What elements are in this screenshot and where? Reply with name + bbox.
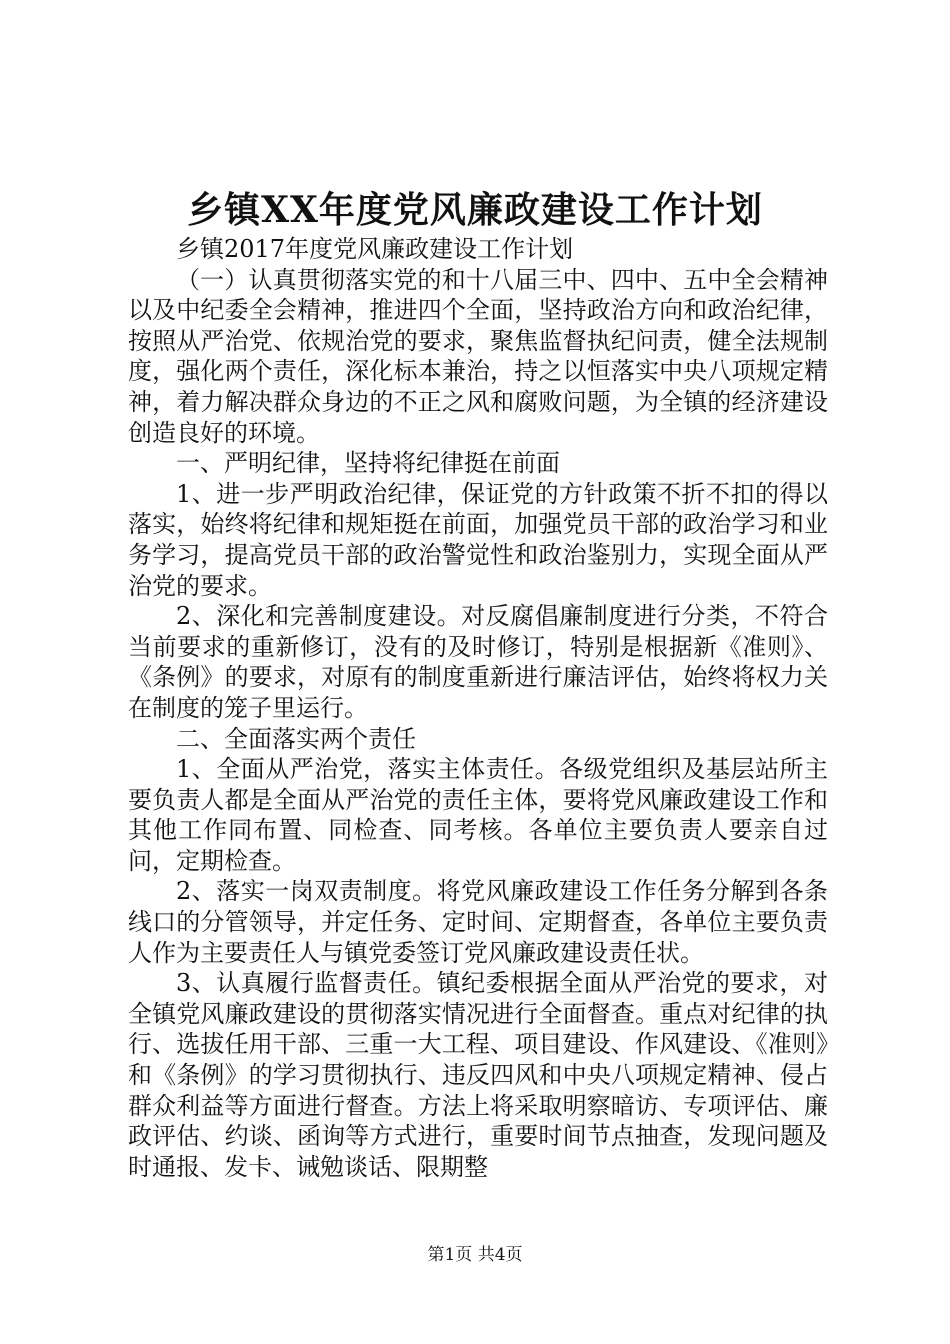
section-heading-2: 二、全面落实两个责任 — [176, 724, 416, 753]
paragraph-2-1: 1、全面从严治党，落实主体责任。各级党组织及基层站所主要负责人都是全面从严治党的责任主体，要将党风廉政建设工作和其他工作同布置、同检查、同考核。各单位主要负责人要亲自过问，定期检查。 — [128, 755, 828, 875]
paragraph-2-3: 3、认真履行监督责任。镇纪委根据全面从严治党的要求，对全镇党风廉政建设的贯彻落实情况进行全面督查。重点对纪律的执行、选拔任用干部、三重一大工程、项目建设、作风建设、《准则》和《条例》的学习贯彻执行、违反四风和中央八项规定精神、侵占群众利益等方面进行督查。方法上将采取明察暗访、专项评估、廉政评估、约谈、函询等方式进行，重要时间节点抽查，发现问题及时通报、发卡、诫勉谈话、限期整 — [128, 969, 828, 1181]
paragraph-1-2: 2、深化和完善制度建设。对反腐倡廉制度进行分类，不符合当前要求的重新修订，没有的及时修订，特别是根据新《准则》、《条例》的要求，对原有的制度重新进行廉洁评估，始终将权力关在制度的笼子里运行。 — [128, 602, 828, 722]
document-title: 乡镇XX年度党风廉政建设工作计划 — [187, 189, 763, 231]
document-body — [128, 234, 828, 1182]
paragraph-2-2: 2、落实一岗双责制度。将党风廉政建设工作任务分解到各条线口的分管领导，并定任务、定时间、定期督查，各单位主要负责人作为主要责任人与镇党委签订党风廉政建设责任状。 — [128, 877, 828, 967]
section-heading-1: 一、严明纪律，坚持将纪律挺在前面 — [176, 449, 560, 478]
page-number: 第1页 共4页 — [427, 1245, 523, 1265]
paragraph-subtitle: 乡镇2017年度党风廉政建设工作计划 — [176, 235, 574, 263]
paragraph-intro: （一）认真贯彻落实党的和十八届三中、四中、五中全会精神以及中纪委全会精神，推进四个全面，坚持政治方向和政治纪律，按照从严治党、依规治党的要求，聚焦监督执纪问责，健全法规制度，强化两个责任，深化标本兼治，持之以恒落实中央八项规定精神，着力解决群众身边的不正之风和腐败问题，为全镇的经济建设创造良好的环境。 — [128, 265, 828, 447]
paragraph-1-1: 1、进一步严明政治纪律，保证党的方针政策不折不扣的得以落实，始终将纪律和规矩挺在前面，加强党员干部的政治学习和业务学习，提高党员干部的政治警觉性和政治鉴别力，实现全面从严治党的要求。 — [128, 479, 828, 600]
